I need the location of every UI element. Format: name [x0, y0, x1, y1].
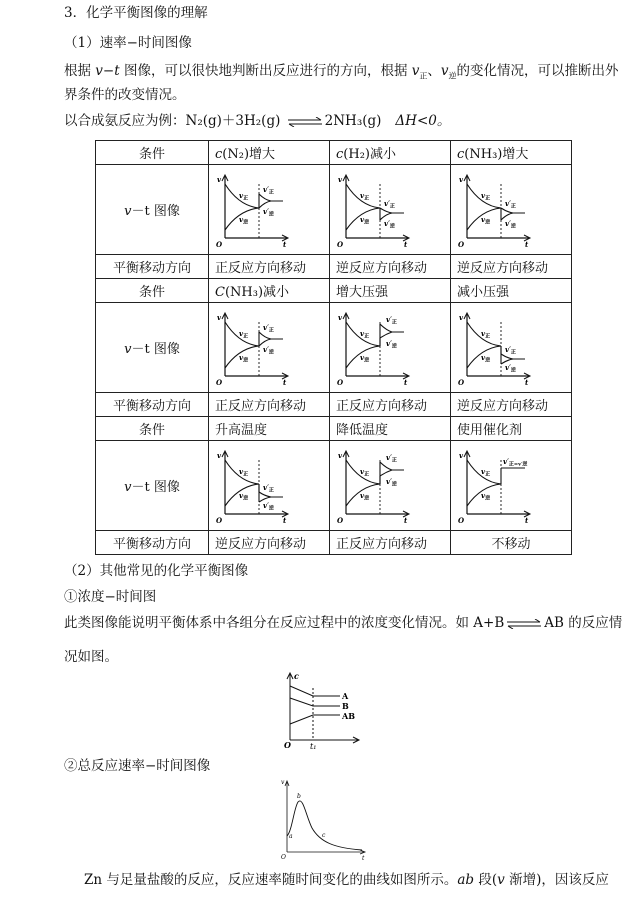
graph-v-axis-label: v — [338, 450, 343, 460]
graph-t-axis-label: t — [283, 515, 287, 525]
graph-cell — [451, 165, 572, 255]
svg-text:v′逆: $v'_逆$ — [263, 344, 274, 355]
graph-cell — [451, 303, 572, 393]
graph-origin-label: O — [337, 239, 344, 249]
graph-label: v－t 图像 — [96, 303, 209, 393]
svg-text:v′逆: $v'_逆$ — [263, 500, 274, 511]
svg-text:v正: $v_正$ — [481, 466, 491, 477]
svg-text:v′正: $v'_正$ — [384, 198, 395, 209]
svg-text:v正: $v_正$ — [481, 190, 491, 201]
fig2-o-label: O — [281, 854, 286, 861]
graph-origin-label: O — [216, 515, 223, 525]
svg-text:v正: $v_正$ — [360, 328, 370, 339]
condition-label: 条件 — [96, 141, 209, 165]
graph-origin-label: O — [458, 239, 465, 249]
graph-t-axis-label: t — [404, 377, 408, 387]
svg-text:v′逆: $v'_逆$ — [384, 218, 395, 229]
condition-cell: 减小压强 — [451, 279, 572, 303]
direction-cell: 不移动 — [451, 531, 572, 555]
paragraph-concentration-line1: 此类图像能说明平衡体系中各组分在反应过程中的浓度变化情况。如 A+B AB 的反应情 — [64, 615, 623, 631]
svg-text:v′逆: $v'_逆$ — [386, 476, 397, 487]
graph-origin-label: O — [458, 377, 465, 387]
svg-text:v逆: $v_逆$ — [481, 490, 491, 501]
paragraph-concentration-line2: 况如图。 — [64, 649, 118, 665]
item-concentration-time: ①浓度−时间图 — [64, 589, 157, 605]
equilibrium-arrow-icon — [287, 117, 323, 127]
paragraph-zinc-reaction: Zn 与足量盐酸的反应，反应速率随时间变化的曲线如图所示。ab 段(v 渐增)，因该反应 — [84, 872, 609, 888]
fig1-c-label: c — [294, 671, 299, 681]
direction-label: 平衡移动方向 — [96, 393, 209, 417]
item-total-rate-time: ②总反应速率−时间图像 — [64, 758, 211, 774]
svg-text:v逆: $v_逆$ — [239, 214, 249, 225]
condition-cell: c(NH₃)增大 — [451, 141, 572, 165]
graph-origin-label: O — [216, 377, 223, 387]
subsection-rate-time: （1）速率−时间图像 — [64, 35, 192, 51]
graph-t-axis-label: t — [404, 515, 408, 525]
graph-origin-label: O — [337, 377, 344, 387]
condition-cell: 降低温度 — [330, 417, 451, 441]
direction-label: 平衡移动方向 — [96, 255, 209, 279]
svg-text:v逆: $v_逆$ — [481, 214, 491, 225]
fig2-c-label: c — [322, 832, 326, 839]
graph-cell — [209, 165, 330, 255]
condition-cell: 使用催化剂 — [451, 417, 572, 441]
graph-label: v－t 图像 — [96, 165, 209, 255]
concentration-time-figure — [280, 668, 370, 750]
graph-cell — [330, 165, 451, 255]
section-heading: 3．化学平衡图像的理解 — [64, 5, 208, 21]
graph-t-axis-label: t — [525, 377, 529, 387]
rate-time-graph — [334, 446, 412, 526]
svg-text:v′正: $v'_正$ — [505, 198, 516, 209]
svg-text:v′正=v′逆: $v'_{正=v'逆}$ — [503, 456, 528, 467]
graph-cell — [330, 441, 451, 531]
total-rate-time-figure — [278, 776, 370, 862]
fig1-o-label: O — [284, 740, 291, 750]
svg-text:v逆: $v_逆$ — [360, 490, 370, 501]
svg-text:v逆: $v_逆$ — [360, 214, 370, 225]
graph-t-axis-label: t — [525, 515, 529, 525]
svg-text:v′正: $v'_正$ — [505, 344, 516, 355]
condition-label: 条件 — [96, 417, 209, 441]
rate-time-graph — [334, 170, 412, 250]
direction-cell: 逆反应方向移动 — [209, 531, 330, 555]
graph-cell — [209, 441, 330, 531]
svg-text:v′正: $v'_正$ — [263, 322, 274, 333]
svg-text:v逆: $v_逆$ — [360, 352, 370, 363]
equilibrium-arrow-icon — [506, 619, 542, 629]
svg-text:v′逆: $v'_逆$ — [263, 206, 274, 217]
fig1-t1-label: t₁ — [310, 742, 317, 750]
graph-v-axis-label: v — [459, 450, 464, 460]
svg-text:v逆: $v_逆$ — [481, 352, 491, 363]
fig2-a-label: a — [289, 833, 293, 840]
svg-text:v′正: $v'_正$ — [263, 482, 274, 493]
direction-cell: 逆反应方向移动 — [451, 393, 572, 417]
rate-time-graph — [455, 308, 533, 388]
graph-v-axis-label: v — [459, 312, 464, 322]
fig1-b-label: B — [342, 701, 349, 711]
svg-text:v正: $v_正$ — [481, 328, 491, 339]
svg-text:v正: $v_正$ — [239, 190, 249, 201]
graph-v-axis-label: v — [217, 450, 222, 460]
rate-time-graph — [213, 446, 291, 526]
fig2-v-label: v — [281, 779, 285, 786]
direction-cell: 逆反应方向移动 — [451, 255, 572, 279]
graph-v-axis-label: v — [338, 174, 343, 184]
direction-cell: 正反应方向移动 — [209, 255, 330, 279]
subsection-other-graphs: （2）其他常见的化学平衡图像 — [64, 563, 249, 579]
svg-text:v′正: $v'_正$ — [263, 184, 274, 195]
rate-time-graph — [213, 308, 291, 388]
condition-cell: c(N₂)增大 — [209, 141, 330, 165]
svg-text:v正: $v_正$ — [239, 328, 249, 339]
svg-text:v逆: $v_逆$ — [239, 490, 249, 501]
graph-origin-label: O — [216, 239, 223, 249]
rate-time-graph — [455, 446, 533, 526]
graph-v-axis-label: v — [459, 174, 464, 184]
graph-label: v－t 图像 — [96, 441, 209, 531]
graph-v-axis-label: v — [217, 174, 222, 184]
svg-text:v正: $v_正$ — [239, 466, 249, 477]
graph-origin-label: O — [337, 515, 344, 525]
fig2-t-label: t — [362, 855, 365, 862]
graph-t-axis-label: t — [283, 239, 287, 249]
condition-cell: 增大压强 — [330, 279, 451, 303]
graph-v-axis-label: v — [338, 312, 343, 322]
svg-text:v′正: $v'_正$ — [386, 314, 397, 325]
fig2-b-label: b — [297, 793, 301, 800]
condition-label: 条件 — [96, 279, 209, 303]
rate-time-graph — [455, 170, 533, 250]
svg-text:v′正: $v'_正$ — [386, 452, 397, 463]
direction-cell: 正反应方向移动 — [330, 393, 451, 417]
graph-t-axis-label: t — [525, 239, 529, 249]
paragraph-intro-line2: 界条件的改变情况。 — [64, 87, 186, 103]
graph-t-axis-label: t — [404, 239, 408, 249]
graph-origin-label: O — [458, 515, 465, 525]
direction-label: 平衡移动方向 — [96, 531, 209, 555]
svg-text:v逆: $v_逆$ — [239, 352, 249, 363]
paragraph-intro-line1: 根据 v−t 图像，可以很快地判断出反应进行的方向，根据 $v_正$、$v_逆$的变化情况，可以推断出外 — [64, 63, 619, 81]
rate-time-table — [95, 140, 572, 555]
fig1-a-label: A — [342, 691, 349, 701]
equation-line: 以合成氨反应为例：N₂(g)＋3H₂(g) 2NH₃(g) ΔH<0。 — [64, 113, 451, 129]
svg-text:v′逆: $v'_逆$ — [505, 218, 516, 229]
rate-time-graph — [213, 170, 291, 250]
condition-cell: 升高温度 — [209, 417, 330, 441]
condition-cell: C(NH₃)减小 — [209, 279, 330, 303]
direction-cell: 逆反应方向移动 — [330, 255, 451, 279]
graph-cell — [451, 441, 572, 531]
fig1-ab-label: AB — [342, 711, 355, 721]
svg-text:v正: $v_正$ — [360, 466, 370, 477]
direction-cell: 正反应方向移动 — [209, 393, 330, 417]
graph-v-axis-label: v — [217, 312, 222, 322]
rate-time-graph — [334, 308, 412, 388]
graph-cell — [209, 303, 330, 393]
graph-cell — [330, 303, 451, 393]
direction-cell: 正反应方向移动 — [330, 531, 451, 555]
svg-text:v′逆: $v'_逆$ — [386, 338, 397, 349]
svg-text:v′逆: $v'_逆$ — [505, 362, 516, 373]
svg-text:v正: $v_正$ — [360, 190, 370, 201]
graph-t-axis-label: t — [283, 377, 287, 387]
condition-cell: c(H₂)减小 — [330, 141, 451, 165]
